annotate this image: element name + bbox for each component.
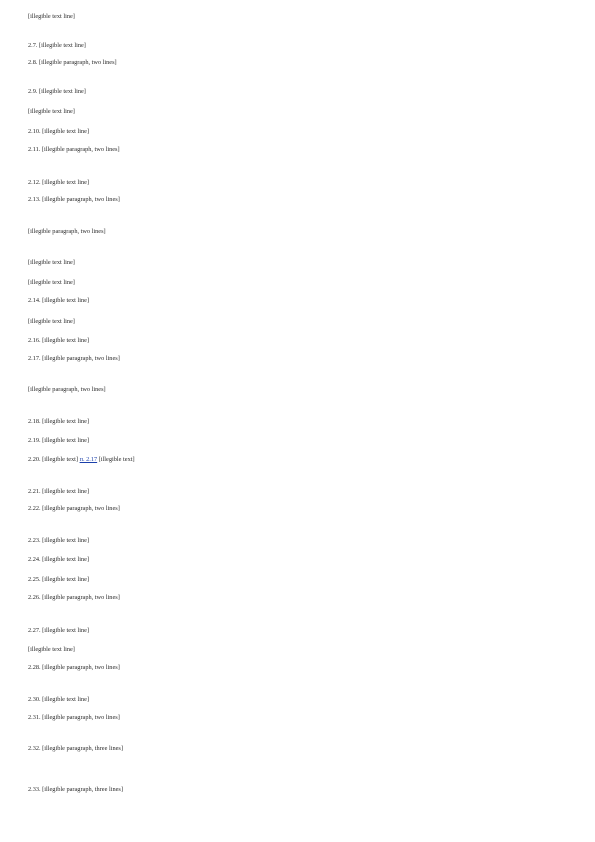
paragraph-2-24: 2.24. [illegible text line] <box>28 556 90 563</box>
paragraph-2-9: 2.9. [illegible text line] <box>28 88 86 95</box>
paragraph-text: 2.20. [illegible text] <box>28 456 80 463</box>
paragraph-2-22: 2.22. [illegible paragraph, two lines] <box>28 505 120 512</box>
paragraph: [illegible paragraph, two lines] <box>28 228 106 235</box>
paragraph: [illegible text line] <box>28 259 75 266</box>
paragraph-2-26: 2.26. [illegible paragraph, two lines] <box>28 594 120 601</box>
paragraph-text: [illegible text] <box>97 456 135 463</box>
paragraph-2-12: 2.12. [illegible text line] <box>28 179 90 186</box>
paragraph: [illegible text line] <box>28 108 75 115</box>
paragraph: [illegible text line] <box>28 13 75 20</box>
paragraph-2-13: 2.13. [illegible paragraph, two lines] <box>28 196 120 203</box>
paragraph-2-27: 2.27. [illegible text line] <box>28 627 90 634</box>
paragraph-2-10: 2.10. [illegible text line] <box>28 128 90 135</box>
paragraph-2-33: 2.33. [illegible paragraph, three lines] <box>28 786 123 793</box>
paragraph-2-8: 2.8. [illegible paragraph, two lines] <box>28 59 117 66</box>
paragraph-2-28: 2.28. [illegible paragraph, two lines] <box>28 664 120 671</box>
paragraph-2-7: 2.7. [illegible text line] <box>28 42 86 49</box>
paragraph-2-16: 2.16. [illegible text line] <box>28 337 90 344</box>
paragraph-2-17: 2.17. [illegible paragraph, two lines] <box>28 355 120 362</box>
clause-reference-link[interactable]: п. 2.17 <box>79 456 98 463</box>
paragraph-2-18: 2.18. [illegible text line] <box>28 418 90 425</box>
paragraph-2-23: 2.23. [illegible text line] <box>28 537 90 544</box>
paragraph-2-19: 2.19. [illegible text line] <box>28 437 90 444</box>
paragraph: [illegible paragraph, two lines] <box>28 386 106 393</box>
paragraph-2-20 <box>28 456 568 464</box>
paragraph-2-14: 2.14. [illegible text line] <box>28 297 90 304</box>
paragraph-2-31: 2.31. [illegible paragraph, two lines] <box>28 714 120 721</box>
paragraph-2-11: 2.11. [illegible paragraph, two lines] <box>28 146 120 153</box>
paragraph: [illegible text line] <box>28 279 75 286</box>
paragraph: [illegible text line] <box>28 646 75 653</box>
paragraph-2-25: 2.25. [illegible text line] <box>28 576 90 583</box>
paragraph: [illegible text line] <box>28 318 75 325</box>
paragraph-2-30: 2.30. [illegible text line] <box>28 696 90 703</box>
paragraph-2-21: 2.21. [illegible text line] <box>28 488 90 495</box>
paragraph-2-32: 2.32. [illegible paragraph, three lines] <box>28 745 123 752</box>
